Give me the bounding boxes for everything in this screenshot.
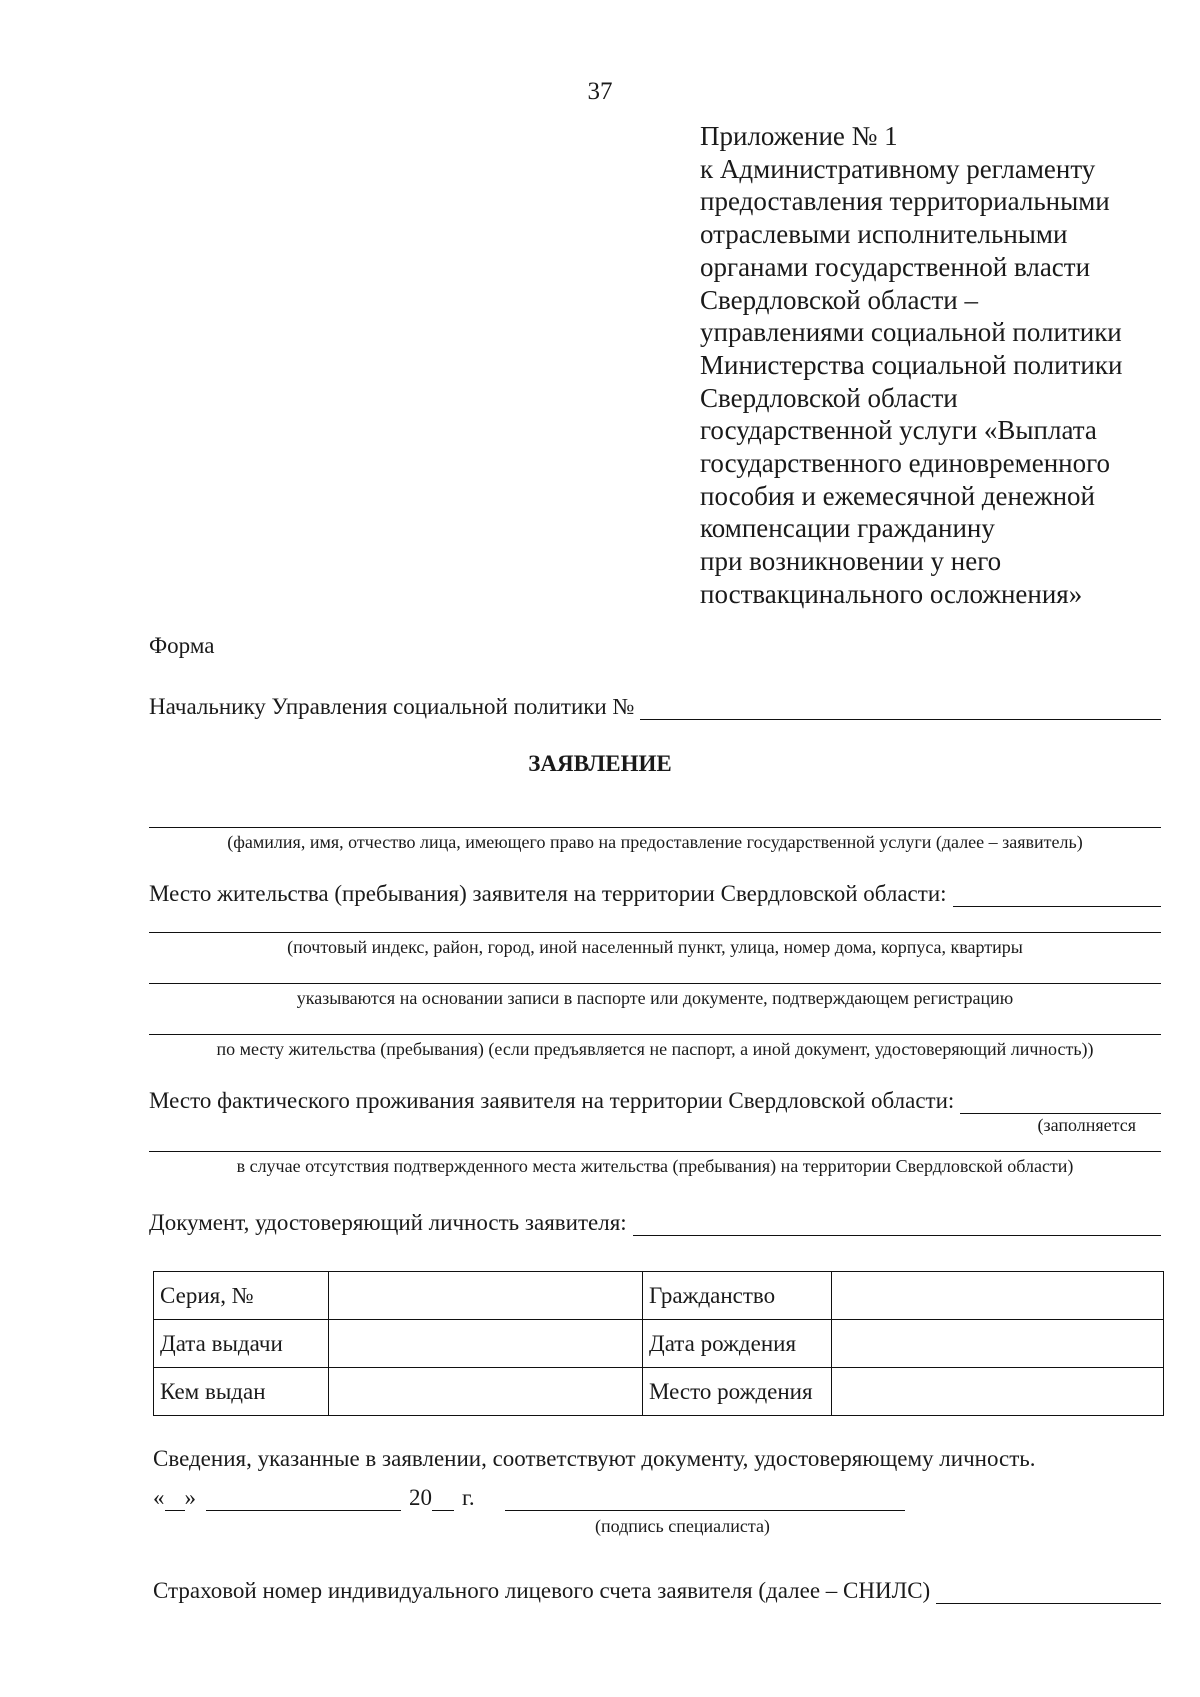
issue-date-cell[interactable] [329,1320,643,1368]
annex-line: Приложение № 1 [700,121,898,151]
annex-line: управлениями социальной политики [700,317,1122,348]
residence-field-line-2[interactable] [149,932,1161,933]
annex-line: Свердловской области [700,382,958,413]
table-label-cell: Дата рождения [643,1320,832,1368]
series-number-cell[interactable] [329,1272,643,1320]
applicant-name-field[interactable] [149,827,1161,828]
form-label: Форма [149,633,215,658]
table-row [154,1272,1164,1320]
verification-statement: Сведения, указанные в заявлении, соответствуют документу, удостоверяющему личность. [153,1446,1036,1471]
annex-line: государственного единовременного [700,448,1110,479]
issued-by-cell[interactable] [329,1368,643,1416]
table-row [154,1320,1164,1368]
year-suffix: г. [462,1485,475,1510]
date-signature-row [153,1485,905,1511]
quote-open: « [153,1485,165,1510]
day-field[interactable] [165,1488,185,1511]
residence-label: Место жительства (пребывания) заявителя на территории Свердловской области: [149,881,947,906]
table-label-cell: Место рождения [643,1368,832,1416]
annex-line: пособия и ежемесячной денежной [700,480,1096,511]
table-label-cell: Серия, № [154,1272,329,1320]
annex-line: Свердловской области – [700,284,978,315]
snils-label: Страховой номер индивидуального лицевого счета заявителя (далее – СНИЛС) [153,1578,931,1603]
annex-line: Министерства социальной политики [700,349,1123,380]
residence-line [149,881,1161,907]
residence-caption-3: по месту жительства (пребывания) (если предъявляется не паспорт, а иной документ, удостоверяющий личность)) [216,1039,1094,1059]
document-title: ЗАЯВЛЕНИЕ [528,751,672,776]
residence-caption-2: указываются на основании записи в паспорте или документе, подтверждающем регистрацию [296,988,1014,1008]
annex-line: отраслевыми исполнительными [700,219,1068,250]
quote-close: » [184,1485,196,1510]
actual-residence-field-line-2[interactable] [149,1151,1161,1152]
annex-line: органами государственной власти [700,251,1091,282]
table-label-cell: Гражданство [643,1272,832,1320]
birth-date-cell[interactable] [832,1320,1164,1368]
applicant-name-caption: (фамилия, имя, отчество лица, имеющего право на предоставление государственной услуги (далее – заявитель) [227,832,1083,852]
residence-field[interactable] [953,884,1161,907]
table-label-cell: Кем выдан [154,1368,329,1416]
annex-heading [700,120,1122,611]
department-number-field[interactable] [640,697,1161,720]
signature-caption: (подпись специалиста) [595,1516,770,1536]
residence-field-line-3[interactable] [149,983,1161,984]
residence-caption-1: (почтовый индекс, район, город, иной населенный пункт, улица, номер дома, корпуса, квартиры [287,937,1023,957]
annex-line: поствакцинального осложнения» [700,578,1083,609]
annex-line: предоставления территориальными [700,186,1110,217]
table-label-cell: Дата выдачи [154,1320,329,1368]
identity-doc-line [149,1210,1161,1236]
annex-line: к Административному регламенту [700,153,1096,184]
birth-place-cell[interactable] [832,1368,1164,1416]
year-prefix: 20 [409,1485,432,1510]
month-field[interactable] [206,1488,401,1511]
snils-field[interactable] [936,1581,1161,1604]
identity-doc-field[interactable] [633,1213,1161,1236]
identity-doc-table [153,1271,1164,1416]
actual-residence-label: Место фактического проживания заявителя на территории Свердловской области: [149,1088,955,1113]
citizenship-cell[interactable] [832,1272,1164,1320]
annex-line: государственной услуги «Выплата [700,415,1097,446]
specialist-signature-field[interactable] [505,1488,905,1511]
page-number: 37 [587,78,613,105]
annex-line: компенсации гражданину [700,513,995,544]
actual-residence-caption: в случае отсутствия подтвержденного места жительства (пребывания) на территории Свердловской области) [236,1156,1074,1176]
identity-doc-label: Документ, удостоверяющий личность заявителя: [149,1210,627,1235]
addressee-line [149,694,1161,720]
actual-residence-line [149,1088,1161,1114]
annex-line: при возникновении у него [700,546,1002,577]
actual-residence-note: (заполняется [1037,1115,1136,1135]
addressee-label: Начальнику Управления социальной политики № [149,694,635,719]
residence-field-line-4[interactable] [149,1034,1161,1035]
year-field[interactable] [432,1488,454,1511]
actual-residence-field[interactable] [960,1091,1161,1114]
table-row [154,1368,1164,1416]
snils-line [153,1578,1161,1604]
